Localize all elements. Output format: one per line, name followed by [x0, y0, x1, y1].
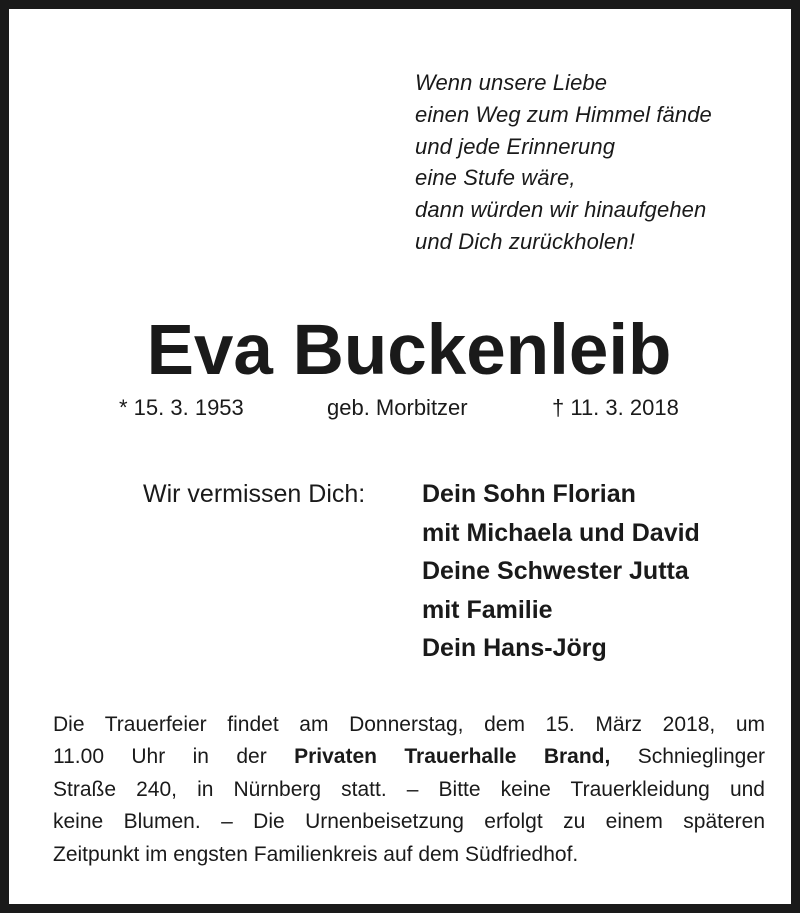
- funeral-venue: Privaten Trauerhalle Brand,: [294, 745, 611, 769]
- funeral-info-line: [53, 741, 765, 773]
- mourner-line: Dein Hans-Jörg: [422, 634, 607, 662]
- mourner-line: Deine Schwester Jutta: [422, 557, 689, 585]
- death-date: † 11. 3. 2018: [552, 395, 679, 420]
- mourners-label: Wir vermissen Dich:: [143, 480, 366, 508]
- poem-line: und Dich zurückholen!: [415, 228, 635, 254]
- funeral-info-line: Zeitpunkt im engsten Familienkreis auf dem Südfriedhof.: [53, 842, 579, 866]
- memorial-poem: [415, 67, 712, 258]
- mourner-line: mit Familie: [422, 595, 553, 624]
- funeral-info-line: keine Blumen. – Die Urnenbeisetzung erfolgt zu einem späteren: [53, 810, 765, 834]
- poem-line: dann würden wir hinaufgehen: [415, 197, 707, 223]
- mourner-line: mit Michaela und David: [422, 518, 700, 547]
- poem-line: Wenn unsere Liebe: [415, 70, 608, 95]
- mourner-line: Dein Sohn Florian: [422, 480, 636, 508]
- poem-line: einen Weg zum Himmel fände: [415, 101, 712, 127]
- poem-line: eine Stufe wäre,: [415, 165, 576, 191]
- deceased-name: Eva Buckenleib: [146, 311, 672, 390]
- funeral-info-text: 11.00 Uhr in der: [53, 745, 295, 769]
- funeral-info-text: Schnieglinger: [610, 745, 765, 769]
- maiden-name: geb. Morbitzer: [327, 395, 468, 420]
- funeral-info-line: Die Trauerfeier findet am Donnerstag, dem 15. März 2018, um: [53, 713, 765, 736]
- poem-line: und jede Erinnerung: [415, 133, 616, 159]
- funeral-info-line: Straße 240, in Nürnberg statt. – Bitte keine Trauerkleidung und: [53, 777, 765, 801]
- birth-date: * 15. 3. 1953: [119, 395, 244, 420]
- mourners-list: [422, 475, 700, 668]
- funeral-info-paragraph: [53, 709, 765, 871]
